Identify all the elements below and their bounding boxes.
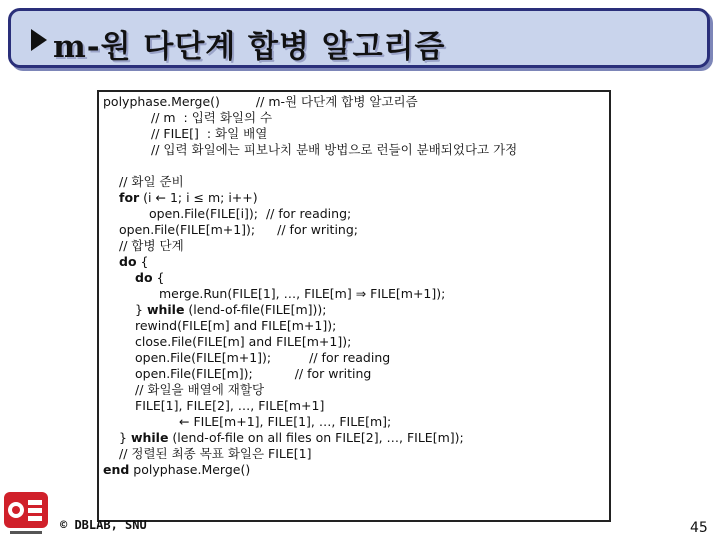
code-line-param-file: // FILE[] : 화일 배열: [151, 126, 268, 141]
code-line-prep-comment: // 화일 준비: [119, 174, 184, 189]
code-line-merge-run: merge.Run(FILE[1], …, FILE[m] ⇒ FILE[m+1]);: [159, 286, 446, 301]
dblab-logo-icon: [2, 488, 50, 538]
code-line-outer-while: } while (lend-of-file on all files on FILE[2], …, FILE[m]);: [119, 430, 464, 445]
code-line-final-comment: // 정렬된 최종 목표 화일은 FILE[1]: [119, 446, 312, 461]
code-line-do: do {: [119, 254, 149, 269]
slide-title: m-원 다단계 합병 알고리즘: [53, 29, 446, 65]
code-line-rewind: rewind(FILE[m] and FILE[m+1]);: [135, 318, 337, 333]
code-line-open-read: open.File(FILE[i]); // for reading;: [149, 206, 352, 221]
code-line-files: FILE[1], FILE[2], …, FILE[m+1]: [135, 398, 325, 413]
pseudocode-box: [97, 90, 611, 522]
code-line-signature: polyphase.Merge() // m-원 다단계 합병 알고리즘: [103, 94, 418, 109]
title-bar: [8, 8, 710, 68]
code-line-open-read2: open.File(FILE[m+1]); // for reading: [135, 350, 391, 365]
code-line-merge-comment: // 합병 단계: [119, 238, 184, 253]
code-line-for: for (i ← 1; i ≤ m; i++): [119, 190, 258, 205]
code-line-open-write2: open.File(FILE[m]); // for writing: [135, 366, 372, 381]
code-line-realloc-comment: // 화일을 배열에 재할당: [135, 382, 265, 397]
code-line-assumption: // 입력 화일에는 피보나치 분배 방법으로 런들이 분배되었다고 가정: [151, 142, 518, 157]
code-line-inner-do: do {: [135, 270, 165, 285]
code-line-end: end polyphase.Merge(): [103, 462, 251, 477]
bullet-arrow-icon: [31, 29, 47, 51]
code-line-param-m: // m : 입력 화일의 수: [151, 110, 273, 125]
code-line-inner-while: } while (lend-of-file(FILE[m]));: [135, 302, 327, 317]
page-number: 45: [690, 520, 708, 536]
code-line-close: close.File(FILE[m] and FILE[m+1]);: [135, 334, 352, 349]
copyright-text: © DBLAB, SNU: [60, 518, 147, 532]
code-line-open-write: open.File(FILE[m+1]); // for writing;: [119, 222, 358, 237]
code-line-assign: ← FILE[m+1], FILE[1], …, FILE[m];: [179, 414, 392, 429]
